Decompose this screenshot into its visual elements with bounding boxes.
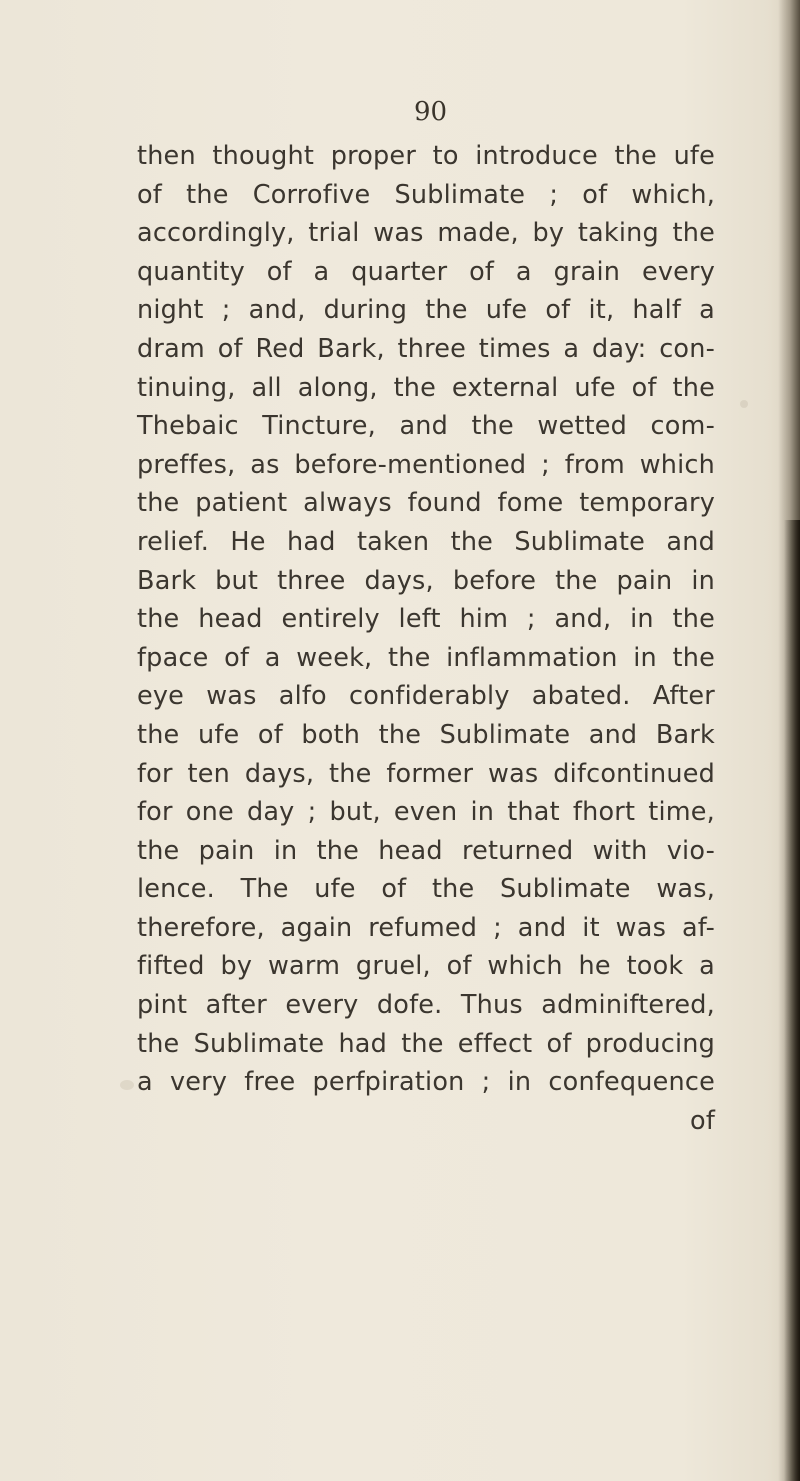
text-line: Thebaic Tincture, and the wetted com- (137, 411, 715, 442)
paper-blemish (120, 1080, 134, 1090)
text-line: therefore, again refumed ; and it was af- (137, 912, 715, 943)
text-line: for one day ; but, even in that fhort time, (137, 797, 715, 828)
text-line: of the Corrofive Sublimate ; of which, (137, 179, 715, 210)
text-line: for ten days, the former was difcontinued (137, 758, 715, 789)
text-line: the patient always found fome temporary (137, 488, 715, 519)
text-line: fpace of a week, the inflammation in the (137, 642, 715, 673)
catchword: of (690, 1105, 715, 1136)
paper-blemish (740, 400, 748, 408)
text-line: relief. He had taken the Sublimate and (137, 526, 715, 557)
text-line: the Sublimate had the effect of producing (137, 1028, 715, 1059)
body-text (137, 137, 715, 1140)
text-line: tinuing, all along, the external ufe of the (137, 372, 715, 403)
text-line: fifted by warm gruel, of which he took a (137, 951, 715, 982)
text-line: night ; and, during the ufe of it, half a (137, 295, 715, 326)
text-line: the pain in the head returned with vio- (137, 835, 715, 866)
text-line: a very free perfpiration ; in confequence (137, 1067, 715, 1098)
text-line: dram of Red Bark, three times a day: con- (137, 333, 715, 364)
page-number: 90 (414, 97, 448, 127)
text-line: pint after every dofe. Thus adminiftered, (137, 990, 715, 1021)
text-line: the ufe of both the Sublimate and Bark (137, 719, 715, 750)
page-edge-shadow-lower (784, 520, 800, 1481)
text-line: the head entirely left him ; and, in the (137, 604, 715, 635)
text-line: eye was alfo confiderably abated. After (137, 681, 715, 712)
text-line: accordingly, trial was made, by taking the (137, 218, 715, 249)
text-line: then thought proper to introduce the ufe (137, 141, 715, 171)
text-line: Bark but three days, before the pain in (137, 565, 715, 596)
text-line: lence. The ufe of the Sublimate was, (137, 874, 715, 905)
text-line: quantity of a quarter of a grain every (137, 256, 715, 287)
text-line: preffes, as before-mentioned ; from which (137, 449, 715, 480)
